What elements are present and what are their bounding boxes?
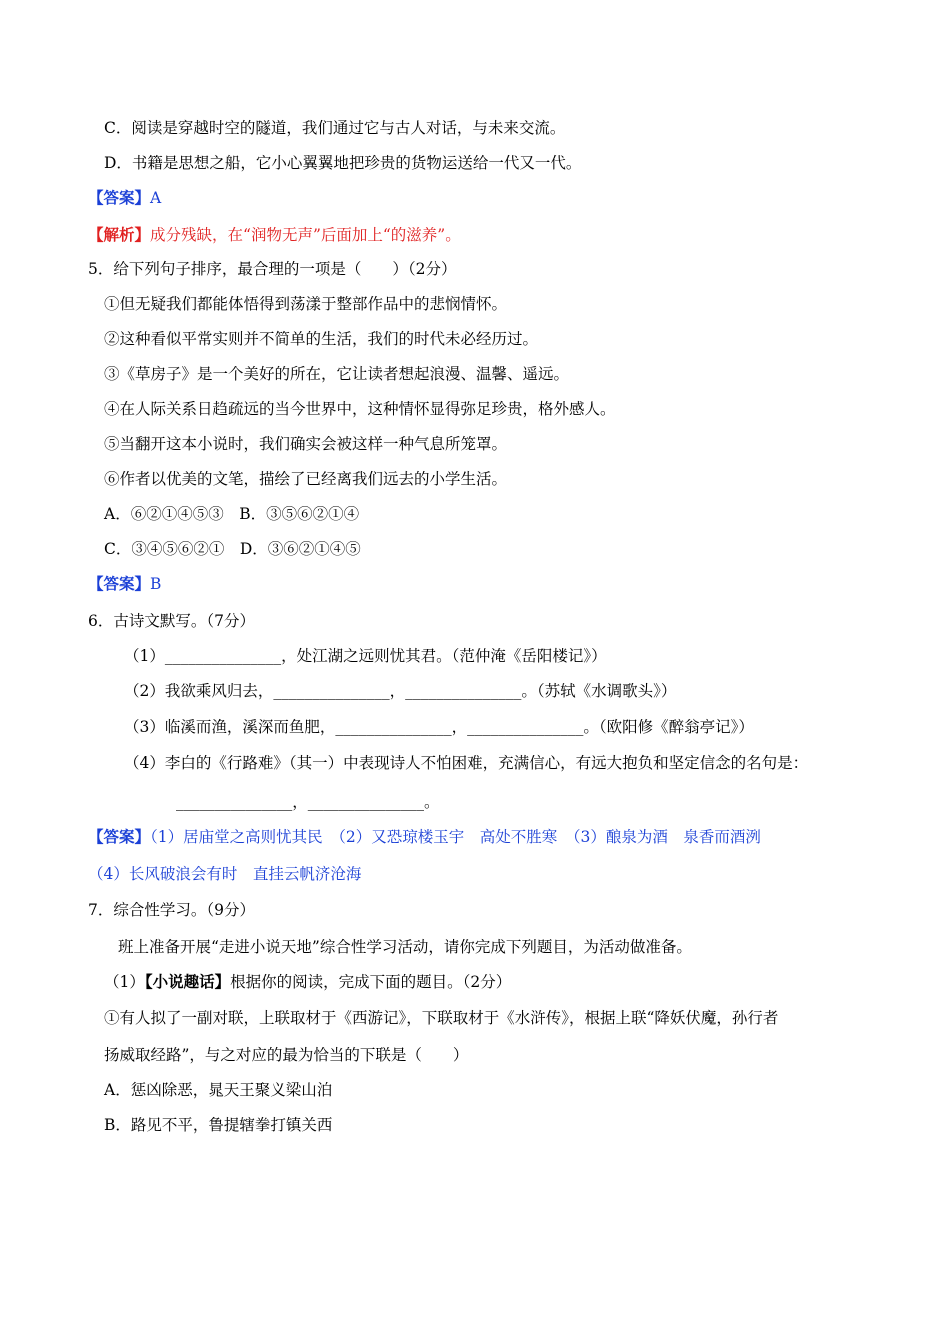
q7-intro: 班上准备开展“走进小说天地”综合性学习活动，请你完成下列题目，为活动做准备。 [118, 938, 692, 956]
q7-question-line-2: 扬威取经路”，与之对应的最为恰当的下联是（ ） [104, 1046, 469, 1064]
q5-sentence-3: ③《草房子》是一个美好的所在，它让读者想起浪漫、温馨、遥远。 [104, 365, 570, 383]
q6-item-3: （3）临溪而渔，溪深而鱼肥，_______________，_______________。（欧阳修《醉翁亭记》） [124, 718, 754, 736]
analysis-tag: 【解析】 [88, 225, 151, 244]
answer-tag: 【答案】 [88, 574, 151, 593]
sub-tag: 【小说趣话】 [144, 972, 231, 991]
q5-sentence-4: ④在人际关系日趋疏远的当今世界中，这种情怀显得弥足珍贵，格外感人。 [104, 400, 616, 418]
q6-item-2: （2）我欲乘风归去，_______________，_______________。（苏轼《水调歌头》） [124, 682, 677, 700]
q5-options-row-2: C．③④⑤⑥②① D．③⑥②①④⑤ [104, 540, 361, 558]
q4-answer [88, 187, 161, 209]
q6-stem: 6．古诗文默写。（7分） [88, 612, 255, 630]
q6-item-1: （1）_______________，处江湖之远则忧其君。（范仲淹《岳阳楼记》） [124, 647, 607, 665]
answer-text: （1）居庙堂之高则忧其民 （2）又恐琼楼玉宇 高处不胜寒 （3）酿泉为酒 泉香而酒洌 [150, 828, 761, 846]
q7-option-b: B．路见不平，鲁提辖拳打镇关西 [104, 1116, 333, 1134]
q6-item-4: （4）李白的《行路难》（其一）中表现诗人不怕困难，充满信心，有远大抱负和坚定信念的名句是： [124, 754, 809, 772]
q5-options-row-1: A．⑥②①④⑤③ B．③⑤⑥②①④ [104, 505, 360, 523]
q5-sentence-1: ①但无疑我们都能体悟得到荡漾于整部作品中的悲悯情怀。 [104, 295, 508, 313]
q5-answer [88, 573, 161, 595]
q6-answer-line-1 [88, 826, 761, 848]
q4-analysis [88, 224, 461, 246]
q7-question-line-1: ①有人拟了一副对联，上联取材于《西游记》，下联取材于《水浒传》，根据上联“降妖伏魔，孙行者 [104, 1009, 779, 1027]
q7-option-a: A．惩凶除恶，晁天王聚义梁山泊 [104, 1081, 333, 1099]
q7-sub-1 [104, 971, 511, 993]
answer-tag: 【答案】 [88, 827, 151, 846]
q4-option-c: C．阅读是穿越时空的隧道，我们通过它与古人对话，与未来交流。 [104, 119, 566, 137]
sub-prefix: （1） [104, 973, 145, 991]
q6-item-4-blanks: _______________，_______________。 [176, 793, 440, 811]
q4-option-d: D．书籍是思想之船，它小心翼翼地把珍贵的货物运送给一代又一代。 [104, 154, 582, 172]
q5-stem: 5．给下列句子排序，最合理的一项是（ ）（2分） [88, 260, 457, 278]
answer-tag: 【答案】 [88, 188, 151, 207]
sub-text: 根据你的阅读，完成下面的题目。（2分） [230, 973, 512, 991]
q5-sentence-6: ⑥作者以优美的文笔，描绘了已经离我们远去的小学生活。 [104, 470, 508, 488]
answer-value: B [150, 575, 162, 593]
q6-answer-line-2: （4）长风破浪会有时 直挂云帆济沧海 [88, 865, 362, 883]
analysis-text: 成分残缺，在“润物无声”后面加上“的滋养”。 [150, 226, 461, 244]
answer-value: A [150, 189, 162, 207]
q5-sentence-5: ⑤当翻开这本小说时，我们确实会被这样一种气息所笼罩。 [104, 435, 508, 453]
q7-stem: 7．综合性学习。（9分） [88, 901, 255, 919]
q5-sentence-2: ②这种看似平常实则并不简单的生活，我们的时代未必经历过。 [104, 330, 539, 348]
